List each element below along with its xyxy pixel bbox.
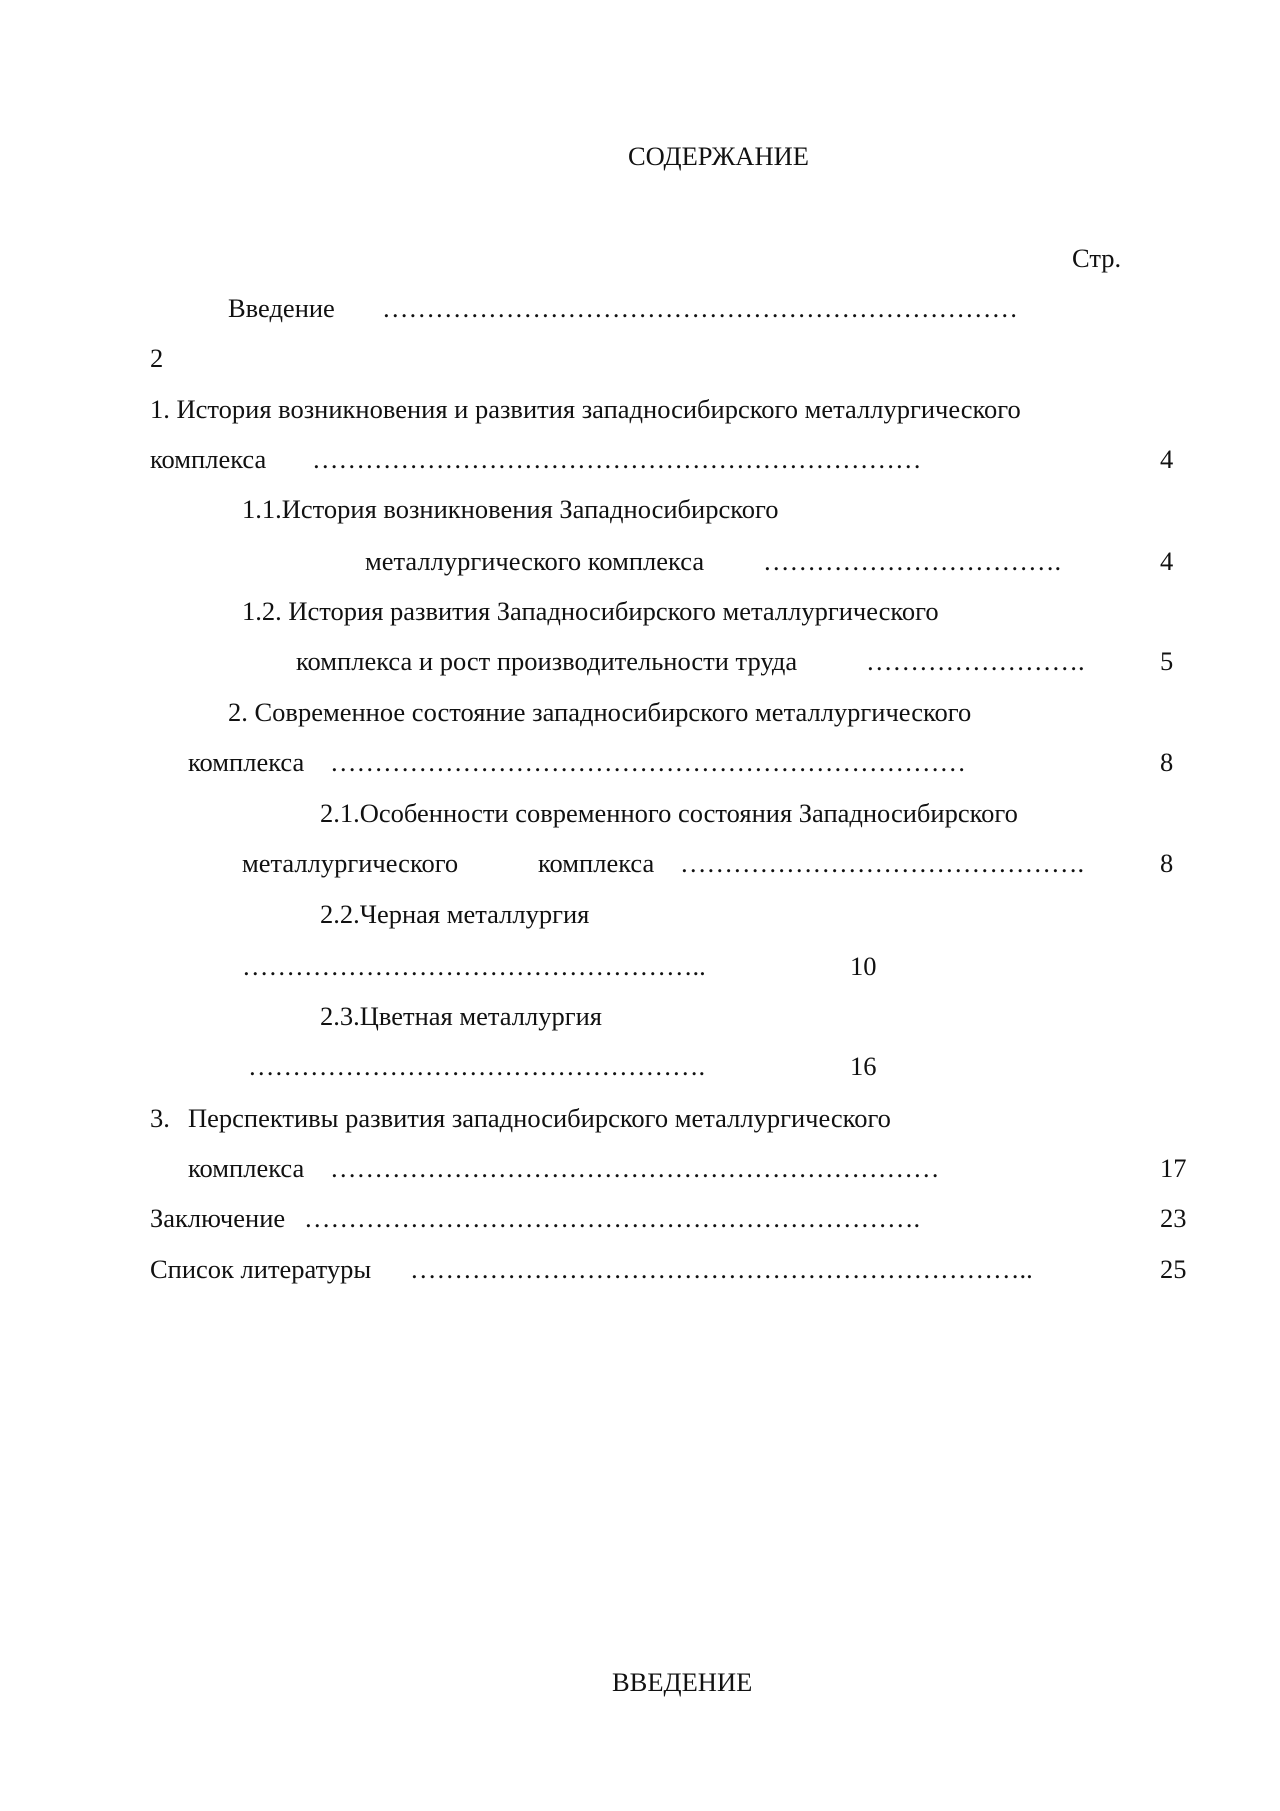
toc-conclusion-leader: …………………………………………………………….: [304, 1203, 921, 1233]
toc-s2-1-label-line2b: комплекса: [538, 848, 655, 878]
toc-s1-1-label-line2: металлургического комплекса: [365, 546, 705, 576]
toc-s3-number: 3.: [150, 1103, 170, 1133]
toc-s2-label-line2: комплекса: [188, 747, 305, 777]
toc-title: СОДЕРЖАНИЕ: [628, 141, 809, 171]
toc-s1-leader: ……………………………………………………………: [312, 444, 922, 474]
toc-s1-page: 4: [1160, 444, 1174, 474]
toc-s2-3-leader: …………………………………………….: [248, 1051, 706, 1081]
toc-s1-1-page: 4: [1160, 546, 1174, 576]
toc-s3-leader: ……………………………………………………………: [330, 1153, 940, 1183]
toc-s2-1-label-line1: 2.1.Особенности современного состояния Западносибирского: [320, 798, 1018, 828]
toc-s2-1-page: 8: [1160, 848, 1174, 878]
toc-s1-1-leader: …………………………….: [763, 546, 1062, 576]
toc-s2-3-label: 2.3.Цветная металлургия: [320, 1001, 602, 1031]
toc-s2-1-label-line2a: металлургического: [242, 848, 459, 878]
toc-s1-label-line1: 1. История возникновения и развития западносибирского металлургического: [150, 394, 1021, 424]
toc-references-label: Список литературы: [150, 1254, 372, 1284]
toc-s1-label-line2: комплекса: [150, 444, 267, 474]
toc-s2-2-leader: ……………………………………………..: [242, 951, 706, 981]
toc-conclusion-page: 23: [1160, 1203, 1187, 1233]
toc-s1-2-leader: …………………….: [866, 646, 1085, 676]
page-column-header: Стр.: [1072, 243, 1122, 273]
toc-s2-leader: ………………………………………………………………: [330, 747, 966, 777]
toc-s2-2-page: 10: [850, 951, 877, 981]
toc-intro-label: Введение: [228, 293, 335, 323]
toc-conclusion-label: Заключение: [150, 1203, 286, 1233]
toc-s1-2-page: 5: [1160, 646, 1174, 676]
toc-s2-page: 8: [1160, 747, 1174, 777]
next-section-heading: ВВЕДЕНИЕ: [612, 1667, 753, 1697]
toc-s1-1-label-line1: 1.1.История возникновения Западносибирского: [242, 494, 779, 524]
toc-intro-leader: ………………………………………………………………: [382, 293, 1018, 323]
toc-s1-2-label-line2: комплекса и рост производительности труда: [296, 646, 798, 676]
toc-s2-label-line1: 2. Современное состояние западносибирского металлургического: [228, 697, 972, 727]
toc-s3-label-line1: Перспективы развития западносибирского металлургического: [188, 1103, 891, 1133]
toc-s3-label-line2: комплекса: [188, 1153, 305, 1183]
toc-references-leader: ……………………………………………………………..: [410, 1254, 1033, 1284]
toc-references-page: 25: [1160, 1254, 1187, 1284]
toc-s3-page: 17: [1160, 1153, 1187, 1183]
toc-s2-1-leader: ……………………………………….: [680, 848, 1085, 878]
toc-intro-page: 2: [150, 343, 164, 373]
toc-s2-2-label: 2.2.Черная металлургия: [320, 899, 590, 929]
toc-s2-3-page: 16: [850, 1051, 877, 1081]
toc-s1-2-label-line1: 1.2. История развития Западносибирского металлургического: [242, 596, 939, 626]
